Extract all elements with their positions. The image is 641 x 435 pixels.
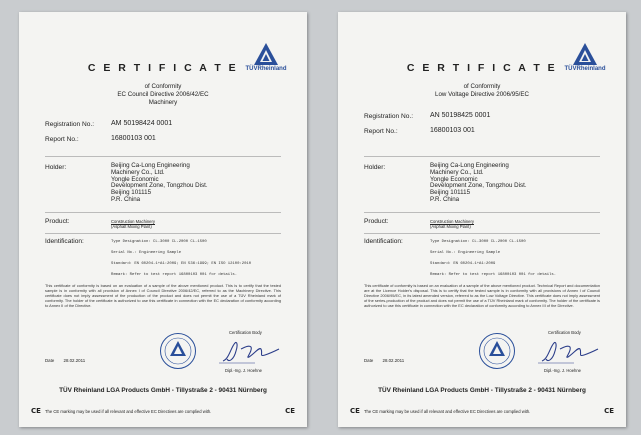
holder-line: P.R. China xyxy=(111,195,141,203)
divider xyxy=(364,156,600,157)
directive-line1: EC Council Directive 2006/42/EC xyxy=(117,91,209,98)
directive-line1: Low Voltage Directive 2006/95/EC xyxy=(435,91,529,98)
tuv-seal-icon xyxy=(159,332,197,370)
standard: Standard: EN 60204-1+A1:2009; EN 536:1999; EN ISO 12100:2010 xyxy=(111,262,252,266)
signature-icon xyxy=(534,337,604,367)
certificate-low-voltage xyxy=(338,12,626,427)
of-conformity: of Conformity xyxy=(144,83,182,90)
holder-label: Holder: xyxy=(45,164,67,171)
report-value: 16800103 001 xyxy=(111,135,156,142)
ce-mark: CE xyxy=(31,407,41,415)
product-line1: Construction Machinery xyxy=(111,219,155,224)
date-label: Date xyxy=(364,358,374,363)
holder-line: Beijing 101115 xyxy=(430,189,471,197)
report-value: 16800103 001 xyxy=(430,127,475,134)
registration-value: AM 50198424 0001 xyxy=(111,120,173,127)
certificate-machinery xyxy=(19,12,307,427)
type-designation: Type Designation: CL-3000 CL-2000 CL-1500 xyxy=(430,240,526,244)
date xyxy=(45,358,85,363)
issuer-footer: TÜV Rheinland LGA Products GmbH - Tillystraße 2 - 90431 Nürnberg xyxy=(59,387,267,394)
date-value: 28.02.2011 xyxy=(63,358,86,363)
directive-line2: Machinery xyxy=(148,99,178,106)
tuv-seal-icon xyxy=(478,332,516,370)
of-conformity: of Conformity xyxy=(463,83,501,90)
holder-address xyxy=(111,163,208,204)
remark: Remark: Refer to test report 16800103 001 for details. xyxy=(111,273,238,277)
conformity-statement: This certificate of conformity is based on an evaluation of a sample of the above mentioned product. This is to certify that the tested sample is in conformity with all provision of Annex I of Council Directive 2006/42/EC, referred to as the Machinery Directive. This certificate does not imply assessment of the production of the product and does not permit the use of a TÜV Rheinland mark of conformity. The holder of the certificate is authorized to use this certificate in connection with the EC declaration of conformity according to Annex II of the Directive. xyxy=(45,283,281,309)
tuv-logo-text: TÜVRheinland xyxy=(245,66,287,72)
signature-icon xyxy=(215,337,285,367)
tuv-logo-text: TÜVRheinland xyxy=(564,66,606,72)
holder-line: Development Zone, Tongzhou Dist. xyxy=(430,182,527,190)
holder-line: Machinery Co., Ltd. xyxy=(430,168,484,176)
date xyxy=(364,358,404,363)
identification-label: Identification: xyxy=(45,238,84,245)
report-label: Report No.: xyxy=(364,128,398,135)
holder-line: Yongle Economic xyxy=(111,175,159,183)
divider xyxy=(364,212,600,213)
ce-mark: CE xyxy=(350,407,360,415)
serial-number: Serial No.: Engineering Sample xyxy=(430,251,501,255)
divider xyxy=(45,156,281,157)
holder-line: Beijing Ca-Long Engineering xyxy=(430,162,509,169)
holder-line: P.R. China xyxy=(430,195,460,203)
divider xyxy=(45,212,281,213)
remark: Remark: Refer to test report 16800103 001 for details. xyxy=(430,273,557,277)
ce-note: The CE marking may be used if all relevant and effective EC Directives are complied with. xyxy=(45,409,212,414)
signer-name: Dipl.-Ing. J. Hoehne xyxy=(544,368,582,373)
serial-number: Serial No.: Engineering Sample xyxy=(111,251,182,255)
identification-label: Identification: xyxy=(364,238,403,245)
holder-line: Yongle Economic xyxy=(430,175,478,183)
certificate-title: C E R T I F I C A T E xyxy=(406,62,558,74)
divider xyxy=(45,233,281,234)
product-line2: (Asphalt Mixing Plant) xyxy=(430,224,471,229)
holder-line: Machinery Co., Ltd. xyxy=(111,168,165,176)
date-value: 28.02.2011 xyxy=(382,358,405,363)
product-label: Product: xyxy=(45,218,70,225)
type-designation: Type Designation: CL-3000 CL-2000 CL-1500 xyxy=(111,240,207,244)
certification-body-label: Certification Body xyxy=(548,330,581,335)
holder-line: Development Zone, Tongzhou Dist. xyxy=(111,182,208,190)
registration-value: AN 50198425 0001 xyxy=(430,112,491,119)
registration-label: Registration No.: xyxy=(45,121,95,128)
signer-name: Dipl.-Ing. J. Hoehne xyxy=(225,368,263,373)
certificate-title: C E R T I F I C A T E xyxy=(87,62,239,74)
holder-address xyxy=(430,163,527,204)
divider xyxy=(364,233,600,234)
ce-mark: CE xyxy=(604,407,614,415)
date-label: Date xyxy=(45,358,55,363)
holder-line: Beijing 101115 xyxy=(111,189,152,197)
holder-label: Holder: xyxy=(364,164,386,171)
ce-note: The CE marking may be used if all relevant and effective EC Directives are complied with. xyxy=(364,409,531,414)
holder-line: Beijing Ca-Long Engineering xyxy=(111,162,190,169)
product-label: Product: xyxy=(364,218,389,225)
registration-label: Registration No.: xyxy=(364,113,414,120)
issuer-footer: TÜV Rheinland LGA Products GmbH - Tillystraße 2 - 90431 Nürnberg xyxy=(378,387,586,394)
ce-mark: CE xyxy=(285,407,295,415)
conformity-statement: This certificate of conformity is based on an evaluation of a sample of the above mentioned product. Technical Report and documentation are at the Licence Holder's disposal. This is to certify that the tested sample is in conformity with all provisions of Annex I of Council Directive 2006/95/EC, in its latest amended version, referred to as the Low Voltage Directive. This certificate does not imply assessment of the series-production of the product and does not permit the use of a TÜV Rheinland mark of conformity. The holder of the certificate is authorized to use this certificate in connection with the EC declaration of conformity according to Annex III of the Directive. xyxy=(364,283,600,309)
product-line2: (Asphalt Mixing Plant) xyxy=(111,224,152,229)
certification-body-label: Certification Body xyxy=(229,330,262,335)
standard: Standard: EN 60204-1+A1:2009 xyxy=(430,262,496,266)
report-label: Report No.: xyxy=(45,136,79,143)
product-line1: Construction Machinery xyxy=(430,219,474,224)
